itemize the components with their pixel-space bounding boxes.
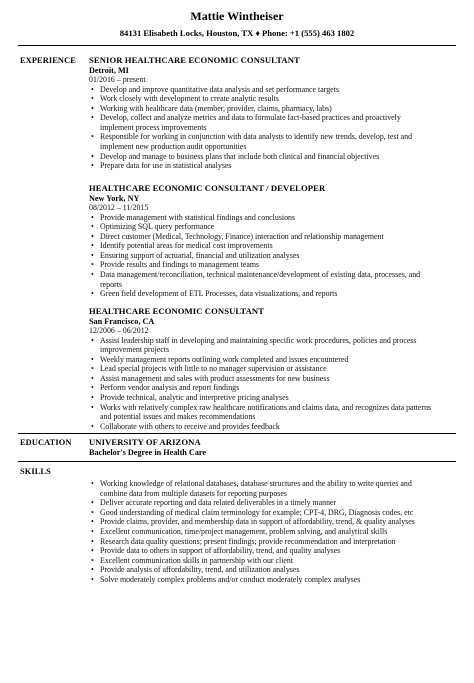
- bullet-icon: •: [91, 421, 94, 431]
- bullet-icon: •: [91, 84, 94, 94]
- job-dates: 01/2016 – present: [89, 75, 146, 84]
- bullet-icon: •: [91, 507, 94, 517]
- bullet-item: • Green field development of ETL Processes, data visualizations, and reports: [91, 289, 338, 299]
- skills-bullets: [89, 479, 459, 585]
- job-title: SENIOR HEALTHCARE ECONOMIC CONSULTANT: [89, 55, 300, 65]
- skill-item: • Deliver accurate reporting and data related deliverables in a timely manner: [91, 498, 337, 508]
- bullet-item: • Develop and manage to business plans that include both clinical and financial objectives: [91, 151, 380, 161]
- contact-line: 84131 Elisabeth Locks, Houston, TX ♦ Phone: +1 (555) 463 1802: [119, 28, 355, 38]
- bullet-item: • Provide management with statistical findings and conclusions: [91, 212, 296, 222]
- job-dates: 08/2012 – 11/2015: [89, 203, 149, 212]
- education-section-label: EDUCATION: [20, 438, 72, 447]
- job-3: [89, 306, 459, 431]
- job-bullets: [89, 85, 459, 171]
- bullet-icon: •: [91, 335, 94, 345]
- bullet-continuation: implement process improvements: [100, 122, 207, 132]
- job-bullets: [89, 336, 459, 432]
- bullet-icon: •: [91, 364, 94, 374]
- job-2: [89, 183, 459, 299]
- experience-section-label: EXPERIENCE: [20, 56, 76, 65]
- degree-name: Bachelor's Degree in Health Care: [89, 447, 207, 457]
- bullet-icon: •: [91, 574, 94, 584]
- education-entry: [89, 437, 459, 457]
- skill-item: • Excellent communication, time/project management, problem solving, and analytical skills: [91, 526, 388, 536]
- bullet-icon: •: [91, 546, 94, 556]
- bullet-icon: •: [91, 94, 94, 104]
- job-bullets: [89, 213, 459, 299]
- bullet-icon: •: [91, 241, 94, 251]
- bullet-item: • Develop, collect and analyze metrics and data to formulate fact-based practices and proactively: [91, 113, 401, 123]
- bullet-item: • Identify potential areas for medical cost improvements: [91, 241, 273, 251]
- bullet-icon: •: [91, 393, 94, 403]
- skill-item: • Provide claims, provider, and membership data in support of affordability, trend, & quality analyses: [91, 517, 415, 527]
- bullet-item: • Provide results and findings to management teams: [91, 260, 260, 270]
- bullet-item: • Working with healthcare data (member, provider, claims, pharmacy, labs): [91, 103, 332, 113]
- bullet-icon: •: [91, 103, 94, 113]
- skill-item: • Provide analysis of affordability, trend, and utilization analyses: [91, 565, 300, 575]
- bullet-icon: •: [91, 151, 94, 161]
- experience-divider: [18, 433, 456, 434]
- bullet-icon: •: [91, 132, 94, 142]
- skill-item: • Research data quality questions; present findings; provide recommendation and interpretation: [91, 536, 396, 546]
- bullet-item: • Perform vendor analysis and report findings: [91, 383, 240, 393]
- bullet-icon: •: [91, 536, 94, 546]
- bullet-icon: •: [91, 289, 94, 299]
- skill-item: • Excellent communication skills in partnership with our client: [91, 555, 294, 565]
- header-divider: [18, 45, 456, 46]
- skill-item: • Working knowledge of relational databases, database structures and the ability to write queries and: [91, 479, 412, 488]
- bullet-item: • Optimizing SQL query performance: [91, 222, 215, 232]
- skill-item: • Solve moderately complex problems and/or conduct moderately complex analyses: [91, 574, 361, 584]
- job-1: [89, 55, 459, 171]
- bullet-icon: •: [91, 212, 94, 222]
- bullet-continuation: and potential issues and makes recommendations: [100, 412, 256, 422]
- bullet-icon: •: [91, 373, 94, 383]
- bullet-item: • Works with relatively complex raw healthcare notifications and claims data, and recognizes data patterns: [91, 402, 432, 412]
- job-title: HEALTHCARE ECONOMIC CONSULTANT / DEVELOPER: [89, 183, 326, 193]
- bullet-icon: •: [91, 383, 94, 393]
- job-title: HEALTHCARE ECONOMIC CONSULTANT: [89, 306, 265, 316]
- bullet-item: • Lead special projects with little to no manager supervision or assistance: [91, 364, 327, 374]
- skill-item: • Provide data to others in support of affordability, trend, and quality analyses: [91, 546, 341, 556]
- bullet-icon: •: [91, 161, 94, 171]
- skills-section-label: SKILLS: [20, 467, 51, 476]
- job-location: New York, NY: [89, 193, 140, 203]
- bullet-icon: •: [91, 354, 94, 364]
- bullet-item: • Assist management and sales with product assessments for new business: [91, 373, 330, 383]
- education-divider: [18, 461, 456, 462]
- bullet-icon: •: [91, 402, 94, 412]
- bullet-icon: •: [91, 498, 94, 508]
- bullet-item: • Responsible for working in conjunction with data analysts to identify new trends, develop, test and: [91, 132, 413, 142]
- bullet-item: • Assist leadership staff in developing and maintaining specific work procedures, policies and process: [91, 335, 417, 345]
- bullet-icon: •: [91, 517, 94, 527]
- bullet-continuation: implement new production audit opportunities: [100, 142, 247, 152]
- bullet-icon: •: [91, 222, 94, 232]
- bullet-continuation: reports: [100, 279, 122, 289]
- candidate-name: Mattie Wintheiser: [190, 9, 284, 23]
- bullet-item: • Collaborate with others to receive and provides feedback: [91, 421, 280, 431]
- bullet-item: • Ensuring support of actuarial, financial and utilization analyses: [91, 250, 300, 260]
- job-dates: 12/2006 – 06/2012: [89, 326, 149, 335]
- job-location: San Francisco, CA: [89, 316, 155, 326]
- bullet-icon: •: [91, 260, 94, 270]
- bullet-item: • Provide technical, analytic and interpretive pricing analyses: [91, 393, 289, 403]
- bullet-icon: •: [91, 270, 94, 280]
- bullet-icon: •: [91, 526, 94, 536]
- bullet-item: • Develop and improve quantitative data analysis and set performance targets: [91, 84, 339, 94]
- school-name: UNIVERSITY OF ARIZONA: [89, 437, 201, 447]
- bullet-icon: •: [91, 479, 94, 488]
- bullet-item: • Direct customer (Medical, Technology, Finance) interaction and relationship management: [91, 231, 384, 241]
- bullet-item: • Prepare data for use in statistical analyses: [91, 161, 232, 171]
- job-location: Detroit, MI: [89, 65, 129, 75]
- bullet-item: • Data management/reconciliation, technical maintenance/development of existing data, processes, and: [91, 270, 421, 280]
- bullet-continuation: improvement projects: [100, 345, 170, 355]
- bullet-icon: •: [91, 555, 94, 565]
- bullet-item: • Weekly management reports outlining work completed and issues encountered: [91, 354, 349, 364]
- skills-list: [89, 479, 459, 585]
- bullet-icon: •: [91, 250, 94, 260]
- bullet-item: • Work closely with development to create analytic results: [91, 94, 279, 104]
- bullet-icon: •: [91, 231, 94, 241]
- bullet-icon: •: [91, 113, 94, 123]
- skill-item: • Good understanding of medical claim terminology for example; CPT-4, DRG, Diagnosis codes, etc: [91, 507, 414, 517]
- bullet-icon: •: [91, 565, 94, 575]
- skill-continuation: combine data from multiple datasets for reporting purposes: [100, 488, 287, 498]
